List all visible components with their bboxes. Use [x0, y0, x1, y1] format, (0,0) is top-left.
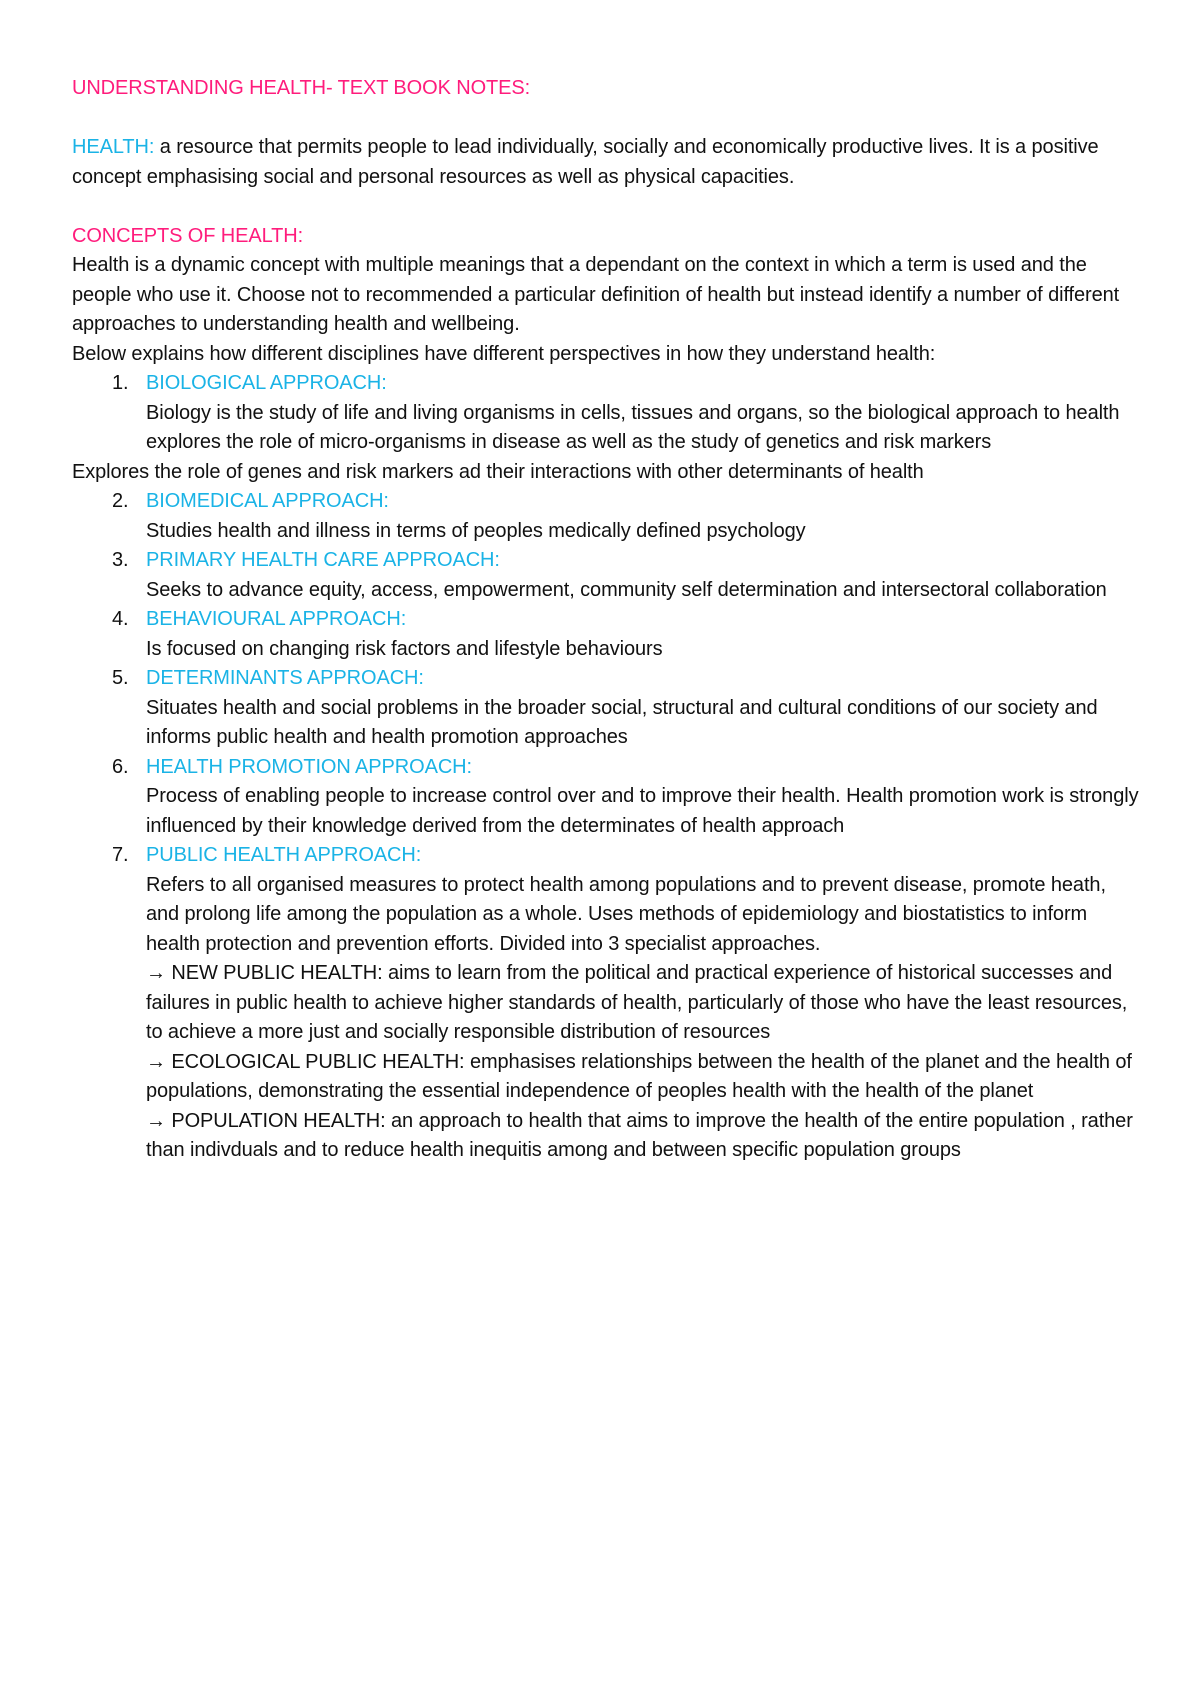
approach-title: BIOLOGICAL APPROACH: [146, 372, 387, 394]
approach-title: PUBLIC HEALTH APPROACH: [146, 844, 422, 866]
approach-item-biological [72, 369, 1142, 458]
approach-number: 7. [112, 844, 129, 866]
arrow-right-icon: → [146, 962, 166, 984]
approach-body: Situates health and social problems in the broader social, structural and cultural conditions of our society and informs public health and health promotion approaches [146, 696, 1098, 748]
sub-approach-text: POPULATION HEALTH: an approach to health that aims to improve the health of the entire population , rather than indivduals and to reduce health inequitis among and between specific population groups [146, 1109, 1133, 1161]
approach-number: 1. [112, 372, 129, 394]
approach-item-behavioural [72, 605, 1142, 664]
health-definition-text: a resource that permits people to lead individually, socially and economically productive lives. It is a positive concept emphasising social and personal resources as well as physical capacities. [72, 136, 1099, 188]
approach-item-health-promotion [72, 753, 1142, 842]
approach-body: Refers to all organised measures to protect health among populations and to prevent disease, promote heath, and prolong life among the population as a whole. Uses methods of epidemiology and biostatistics to inform health protection and prevention efforts. Divided into 3 specialist approaches. [146, 873, 1106, 955]
arrow-right-icon: → [146, 1109, 166, 1132]
health-definition [72, 133, 1142, 192]
arrow-right-icon: → [146, 1050, 166, 1073]
approach-number: 6. [112, 755, 129, 778]
approach-title: DETERMINANTS APPROACH: [146, 667, 424, 689]
approach-item-public-health [72, 841, 1142, 1166]
approaches-list [72, 369, 1142, 458]
concepts-heading: CONCEPTS OF HEALTH: [72, 224, 304, 247]
approach-item-biomedical [72, 487, 1142, 546]
approach-title: PRIMARY HEALTH CARE APPROACH: [146, 549, 500, 571]
approach-number: 5. [112, 667, 129, 689]
approach-number: 3. [112, 549, 129, 571]
approach-title: BIOMEDICAL APPROACH: [146, 490, 389, 512]
approach-body: Seeks to advance equity, access, empowerment, community self determination and intersectoral collaboration [146, 578, 1107, 601]
sub-approach-text: ECOLOGICAL PUBLIC HEALTH: emphasises relationships between the health of the planet and the health of populations, demonstrating the essential independence of peoples health with the health of the planet [146, 1050, 1132, 1102]
approach-title: BEHAVIOURAL APPROACH: [146, 608, 407, 630]
approach-body: Studies health and illness in terms of peoples medically defined psychology [146, 519, 806, 542]
sub-approach-text: NEW PUBLIC HEALTH: aims to learn from the political and practical experience of historical successes and failures in public health to achieve higher standards of health, particularly of those who have the least resources, to achieve a more just and socially responsible distribution of resources [146, 962, 1128, 1043]
health-definition-label: HEALTH: [72, 136, 155, 158]
document-title: UNDERSTANDING HEALTH- TEXT BOOK NOTES: [72, 77, 531, 99]
approach-number: 4. [112, 608, 129, 630]
document-page [72, 74, 1142, 1166]
approach-title: HEALTH PROMOTION APPROACH: [146, 755, 472, 778]
biological-extra-note: Explores the role of genes and risk markers ad their interactions with other determinants of health [72, 460, 924, 483]
approach-body: Biology is the study of life and living organisms in cells, tissues and organs, so the biological approach to health explores the role of micro-organisms in disease as well as the study of genetics and risk markers [146, 401, 1120, 453]
approach-item-determinants [72, 664, 1142, 753]
sub-approach-population-health [146, 1107, 1142, 1166]
approach-number: 2. [112, 490, 129, 512]
approach-body: Process of enabling people to increase control over and to improve their health. Health promotion work is strongly influenced by their knowledge derived from the determinates of health approach [146, 785, 1139, 837]
approaches-list-continued [72, 487, 1142, 1166]
spacer [72, 192, 1142, 222]
spacer [72, 104, 1142, 134]
concepts-paragraph-2: Below explains how different disciplines have different perspectives in how they understand health: [72, 342, 936, 365]
approach-item-primary-health-care [72, 546, 1142, 605]
concepts-paragraph-1: Health is a dynamic concept with multiple meanings that a dependant on the context in which a term is used and the people who use it. Choose not to recommended a particular definition of health but instead identify a number of different approaches to understanding health and wellbeing. [72, 254, 1120, 335]
sub-approach-ecological-public-health [146, 1048, 1142, 1107]
sub-approach-new-public-health [146, 959, 1142, 1048]
approach-body: Is focused on changing risk factors and lifestyle behaviours [146, 637, 663, 660]
